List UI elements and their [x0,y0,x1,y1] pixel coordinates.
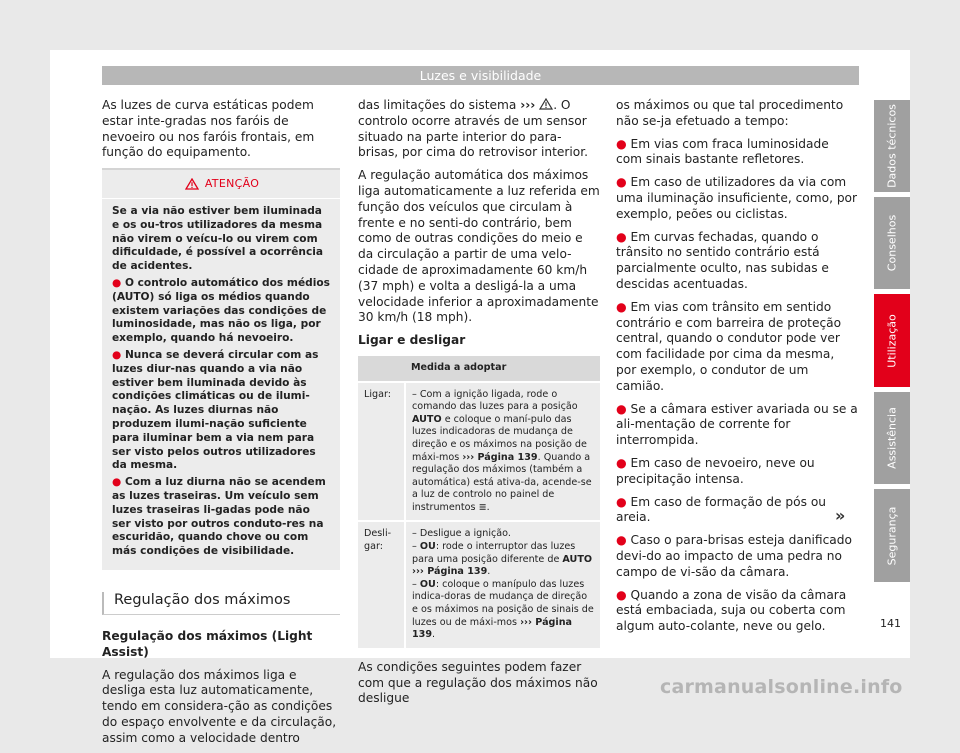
body-paragraph: A regulação automática dos máximos liga automaticamente a luz referida em função dos veículos que circulam à frente e no senti-do contrário, bem como de outras condições do meio e da circulação a partir de uma velo-cidade de aproximadamente 60 km/h (37 mph) e volta a desligá-la a uma velocidade inferior a aproximadamente 30 km/h (18 mph). [358,168,600,325]
warning-triangle-icon [539,98,553,110]
auto-symbol: AUTO [412,413,442,425]
text-fragment: das limitações do sistema [358,98,517,112]
table-row-label: Desli-gar: [358,521,405,648]
tab-seguranca[interactable] [874,489,910,582]
table-header: Medida a adoptar [405,356,600,382]
section-title: Regulação dos máximos [102,592,340,615]
tab-utilizacao[interactable] [874,294,910,387]
warning-item [112,476,332,559]
table-row [358,521,600,648]
table-header-row [358,356,600,382]
tab-label: Assistência [885,407,899,469]
list-item-text: Em caso de nevoeiro, neve ou precipitação intensa. [616,455,815,486]
bullet-icon: ● [112,348,125,361]
warning-triangle-icon [185,178,199,190]
body-paragraph: As condições seguintes podem fazer com que a regulação dos máximos não desligue [358,659,598,706]
header-title: Luzes e visibilidade [419,68,542,83]
body-paragraph: os máximos ou que tal procedimento não se-ja efetuado a tempo: [616,98,844,128]
text-fragment: e coloque o maní-pulo das luzes indicadoras de mudança de direção e os máximos na posição de máxi-mos [412,413,587,463]
table-cell: – Com a ignição ligada, rode o comando das luzes para a posição AUTO e coloque o maní-pulo das luzes indicadoras de mudança de direção e os máximos na posição de máxi-mos ››› Página 139. Quando a regulação dos máximos (também a automática) está ativa-da, acende-se a luz de controlo no painel de instrumentos ≣. [405,382,600,522]
tab-assistencia[interactable] [874,392,910,484]
action-table [358,356,600,650]
or-keyword: OU [419,541,436,553]
list-item-text: Caso o para-brisas esteja danificado devi-do ao impacto de uma pedra no campo de vi-são da câmara. [616,533,852,579]
page-reference[interactable]: ››› Página 139 [412,566,488,578]
warning-item-text: Nunca se deverá circular com as luzes diur-nas quando a via não estiver bem iluminada devido às condições climáticas ou de ilumi-nação. As luzes diurnas não produzem ilumi-nação suficiente para iluminar bem a via nem para ser visto pelos outros utilizadores da mesma. [112,348,319,472]
list-item [616,495,858,527]
list-item-text: Em curvas fechadas, quando o trânsito no sentido contrário está parcialmente oculto, nas subidas e descidas acentuadas. [616,229,829,291]
intro-paragraph: As luzes de curva estáticas podem estar inte-gradas nos faróis de nevoeiro ou nos faróis frontais, em função do equipamento. [102,98,315,160]
bullet-icon: ● [112,476,125,489]
warning-item-text: O controlo automático dos médios (AUTO) só liga os médios quando existem variações das condições de luminosidade, mas não os liga, por exemplo, quando há nevoeiro. [112,276,330,345]
subheading: Ligar e desligar [358,333,466,348]
warning-intro: Se a via não estiver bem iluminada e os ou-tros utilizadores da mesma não virem o veícu-lo ou virem com dificuldade, é possível a ocorrência de acidentes. [112,204,324,273]
text-fragment: – Com a ignição ligada, rode o comando das luzes para a posição [412,388,578,413]
tab-label: Dados técnicos [885,104,899,188]
tab-label: Segurança [885,506,899,565]
list-item [616,137,858,169]
text-fragment: : rode o interruptor das luzes para uma posição diferente de [412,541,576,565]
bullet-icon: ● [616,175,631,190]
column-3 [616,98,858,642]
list-item-text: Se a câmara estiver avariada ou se a ali-mentação de corrente for interrompida. [616,401,858,448]
bullet-icon: ● [616,401,631,416]
text-fragment: . Quando a regulação dos máximos (também a automática) está ativa-da, acende-se a luz de controlo no painel de instrumentos [412,451,592,513]
list-item-text: Em vias com fraca luminosidade com sinais bastante refletores. [616,136,829,167]
text-fragment: – Desligue a ignição. [412,528,511,540]
warning-title: ATENÇÃO [204,177,260,191]
warning-item [112,349,332,473]
tab-label: Utilização [885,313,899,368]
warning-item-text: Com a luz diurna não se acendem as luzes traseiras. Um veículo sem luzes traseiras li-gadas pode não ser visto por outros conduto-res na escuridão, quando chove ou com más condições de visibilidade. [112,476,326,558]
list-item [616,175,858,222]
list-item [616,588,858,635]
tab-conselhos[interactable] [874,197,910,289]
continue-mark: » [835,506,846,525]
subheading: Regulação dos máximos (Light Assist) [102,628,313,659]
page-reference[interactable]: ››› Página 139 [412,616,573,641]
page-reference[interactable]: ››› Página 139 [462,451,538,463]
list-item [616,230,858,293]
bullet-icon: ● [616,299,631,314]
table-header-empty [358,356,405,382]
warning-box [102,168,340,570]
list-item [616,533,858,580]
body-paragraph [358,98,600,161]
bullet-icon: ● [616,533,631,548]
list-item-text: Em caso de formação de pós ou areia. [616,494,827,525]
column-1 [102,98,340,753]
list-item [616,456,858,488]
tab-label: Conselhos [885,214,899,272]
body-paragraph: A regulação dos máximos liga e desliga esta luz automaticamente, tendo em considera-ção as condições do espaço envolvente e da circulação, assim como a velocidade dentro [102,667,337,745]
list-item [616,300,858,395]
table-row-label: Ligar: [358,382,405,522]
high-beam-assist-icon: ≣ [478,501,487,513]
or-keyword: OU [419,578,436,590]
list-item-text: Quando a zona de visão da câmara está embaciada, suja ou coberta com algum auto-colante, neve ou gelo. [616,587,847,634]
list-item-text: Em vias com trânsito em sentido contrário e com barreira de proteção central, quando o condutor pode ver com facilidade por cima da mesma, por exemplo, o condutor de um camião. [616,299,842,393]
bullet-icon: ● [616,229,631,244]
bullet-icon: ● [616,587,631,602]
page-header [102,66,859,85]
bullet-icon: ● [616,455,631,470]
table-cell: – Desligue a ignição. – OU: rode o interruptor das luzes para uma posição diferente de AUTO ››› Página 139. – OU: coloque o manípulo das luzes indica-doras de mudança de direção e os máximos na posição de sinais de luzes ou de máxi-mos ››› Página 139. [405,521,600,648]
bullet-icon: ● [616,494,631,509]
warning-body [102,199,340,570]
table-row [358,382,600,522]
list-item [616,402,858,449]
watermark: carmanualsonline.info [660,676,903,698]
warning-header [102,170,340,199]
text-fragment: . O controlo ocorre através de um sensor situado na parte interior do para-brisas, por cima do retrovisor interior. [358,98,589,160]
bullet-icon: ● [616,136,631,151]
page-number: 141 [880,617,901,630]
warning-item [112,277,332,346]
bullet-icon: ● [112,276,125,289]
text-fragment: : coloque o manípulo das luzes indica-doras de mudança de direção e os máximos na posição de sinais de luzes ou de máxi-mos [412,578,594,628]
auto-symbol: AUTO [562,553,593,565]
column-2 [358,98,600,714]
list-item-text: Em caso de utilizadores da via com uma iluminação insuficiente, como, por exemplo, peões ou ciclistas. [616,175,858,221]
cross-reference[interactable]: ››› [520,98,536,112]
tab-dados-tecnicos[interactable] [874,100,910,192]
